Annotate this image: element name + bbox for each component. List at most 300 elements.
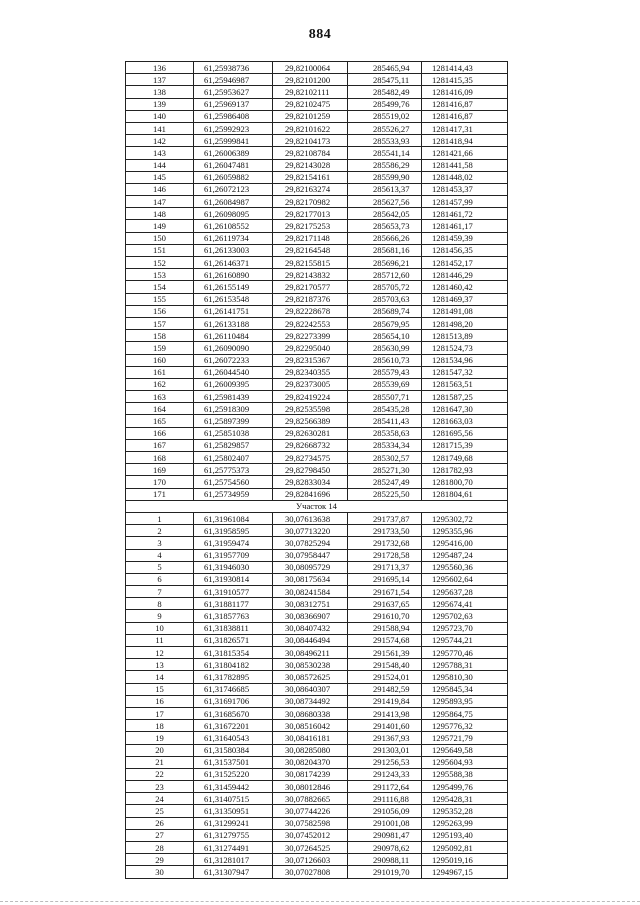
y-coordinate-cell: 1281441,58 xyxy=(422,159,508,171)
point-number-cell: 161 xyxy=(126,366,194,378)
x-coordinate-cell: 285630,99 xyxy=(348,342,422,354)
longitude-cell: 29,82841696 xyxy=(273,488,348,500)
longitude-cell: 30,07027808 xyxy=(273,866,348,878)
point-number-cell: 9 xyxy=(126,610,194,622)
table-row xyxy=(126,817,508,829)
table-row xyxy=(126,500,508,512)
point-number-cell: 151 xyxy=(126,244,194,256)
y-coordinate-cell: 1295604,93 xyxy=(422,756,508,768)
x-coordinate-cell: 285271,30 xyxy=(348,464,422,476)
x-coordinate-cell: 285507,71 xyxy=(348,391,422,403)
x-coordinate-cell: 285653,73 xyxy=(348,220,422,232)
x-coordinate-cell: 285411,43 xyxy=(348,415,422,427)
point-number-cell: 20 xyxy=(126,744,194,756)
y-coordinate-cell: 1281782,93 xyxy=(422,464,508,476)
x-coordinate-cell: 285610,73 xyxy=(348,354,422,366)
y-coordinate-cell: 1281457,99 xyxy=(422,196,508,208)
table-row xyxy=(126,525,508,537)
y-coordinate-cell: 1281460,42 xyxy=(422,281,508,293)
longitude-cell: 29,82315367 xyxy=(273,354,348,366)
point-number-cell: 21 xyxy=(126,756,194,768)
table-row xyxy=(126,196,508,208)
point-number-cell: 156 xyxy=(126,305,194,317)
point-number-cell: 140 xyxy=(126,110,194,122)
latitude-cell: 61,31857763 xyxy=(194,610,273,622)
latitude-cell: 61,31350951 xyxy=(194,805,273,817)
longitude-cell: 30,08012846 xyxy=(273,781,348,793)
x-coordinate-cell: 291172,64 xyxy=(348,781,422,793)
x-coordinate-cell: 285599,90 xyxy=(348,171,422,183)
longitude-cell: 30,07958447 xyxy=(273,549,348,561)
x-coordinate-cell: 285526,27 xyxy=(348,122,422,134)
table-row xyxy=(126,403,508,415)
x-coordinate-cell: 291419,84 xyxy=(348,695,422,707)
longitude-cell: 30,08680338 xyxy=(273,707,348,719)
y-coordinate-cell: 1281663,03 xyxy=(422,415,508,427)
longitude-cell: 29,82566389 xyxy=(273,415,348,427)
point-number-cell: 170 xyxy=(126,476,194,488)
latitude-cell: 61,31930814 xyxy=(194,573,273,585)
point-number-cell: 11 xyxy=(126,634,194,646)
table-row xyxy=(126,488,508,500)
latitude-cell: 61,31299241 xyxy=(194,817,273,829)
latitude-cell: 61,31961084 xyxy=(194,512,273,524)
y-coordinate-cell: 1295352,28 xyxy=(422,805,508,817)
point-number-cell: 8 xyxy=(126,598,194,610)
y-coordinate-cell: 1281461,17 xyxy=(422,220,508,232)
point-number-cell: 5 xyxy=(126,561,194,573)
table-row xyxy=(126,647,508,659)
x-coordinate-cell: 285642,05 xyxy=(348,208,422,220)
latitude-cell: 61,31838811 xyxy=(194,622,273,634)
y-coordinate-cell: 1281491,08 xyxy=(422,305,508,317)
latitude-cell: 61,31959474 xyxy=(194,537,273,549)
point-number-cell: 147 xyxy=(126,196,194,208)
y-coordinate-cell: 1281749,68 xyxy=(422,452,508,464)
table-row xyxy=(126,391,508,403)
table-row xyxy=(126,561,508,573)
point-number-cell: 10 xyxy=(126,622,194,634)
latitude-cell: 61,26090090 xyxy=(194,342,273,354)
longitude-cell: 29,82177013 xyxy=(273,208,348,220)
y-coordinate-cell: 1295092,81 xyxy=(422,842,508,854)
y-coordinate-cell: 1281415,35 xyxy=(422,74,508,86)
x-coordinate-cell: 285302,57 xyxy=(348,452,422,464)
table-row xyxy=(126,634,508,646)
y-coordinate-cell: 1295674,41 xyxy=(422,598,508,610)
latitude-cell: 61,25953627 xyxy=(194,86,273,98)
y-coordinate-cell: 1281456,35 xyxy=(422,244,508,256)
table-row xyxy=(126,829,508,841)
y-coordinate-cell: 1281416,87 xyxy=(422,110,508,122)
table-row xyxy=(126,768,508,780)
x-coordinate-cell: 291019,70 xyxy=(348,866,422,878)
point-number-cell: 164 xyxy=(126,403,194,415)
point-number-cell: 138 xyxy=(126,86,194,98)
x-coordinate-cell: 291671,54 xyxy=(348,586,422,598)
table-row xyxy=(126,683,508,695)
latitude-cell: 61,31407515 xyxy=(194,793,273,805)
latitude-cell: 61,25754560 xyxy=(194,476,273,488)
point-number-cell: 157 xyxy=(126,317,194,329)
x-coordinate-cell: 285666,26 xyxy=(348,232,422,244)
point-number-cell: 141 xyxy=(126,122,194,134)
latitude-cell: 61,25829857 xyxy=(194,439,273,451)
point-number-cell: 13 xyxy=(126,659,194,671)
longitude-cell: 29,82798450 xyxy=(273,464,348,476)
latitude-cell: 61,26006389 xyxy=(194,147,273,159)
point-number-cell: 144 xyxy=(126,159,194,171)
table-row xyxy=(126,671,508,683)
y-coordinate-cell: 1281800,70 xyxy=(422,476,508,488)
latitude-cell: 61,26009395 xyxy=(194,378,273,390)
longitude-cell: 29,82154161 xyxy=(273,171,348,183)
y-coordinate-cell: 1295602,64 xyxy=(422,573,508,585)
x-coordinate-cell: 285541,14 xyxy=(348,147,422,159)
table-row xyxy=(126,330,508,342)
x-coordinate-cell: 291413,98 xyxy=(348,707,422,719)
point-number-cell: 136 xyxy=(126,62,194,74)
latitude-cell: 61,31746685 xyxy=(194,683,273,695)
point-number-cell: 25 xyxy=(126,805,194,817)
table-row xyxy=(126,232,508,244)
point-number-cell: 23 xyxy=(126,781,194,793)
table-row xyxy=(126,744,508,756)
y-coordinate-cell: 1295723,70 xyxy=(422,622,508,634)
latitude-cell: 61,25981439 xyxy=(194,391,273,403)
latitude-cell: 61,26153548 xyxy=(194,293,273,305)
y-coordinate-cell: 1281715,39 xyxy=(422,439,508,451)
latitude-cell: 61,31881177 xyxy=(194,598,273,610)
point-number-cell: 153 xyxy=(126,269,194,281)
point-number-cell: 171 xyxy=(126,488,194,500)
latitude-cell: 61,26108552 xyxy=(194,220,273,232)
y-coordinate-cell: 1281469,37 xyxy=(422,293,508,305)
y-coordinate-cell: 1295893,95 xyxy=(422,695,508,707)
table-row xyxy=(126,512,508,524)
x-coordinate-cell: 285499,76 xyxy=(348,98,422,110)
x-coordinate-cell: 285703,63 xyxy=(348,293,422,305)
y-coordinate-cell: 1295588,38 xyxy=(422,768,508,780)
longitude-cell: 30,08516042 xyxy=(273,720,348,732)
latitude-cell: 61,26146371 xyxy=(194,257,273,269)
x-coordinate-cell: 291733,50 xyxy=(348,525,422,537)
table-row xyxy=(126,171,508,183)
x-coordinate-cell: 285334,34 xyxy=(348,439,422,451)
table-row xyxy=(126,732,508,744)
x-coordinate-cell: 291732,68 xyxy=(348,537,422,549)
longitude-cell: 30,08175634 xyxy=(273,573,348,585)
x-coordinate-cell: 291001,08 xyxy=(348,817,422,829)
latitude-cell: 61,25986408 xyxy=(194,110,273,122)
latitude-cell: 61,31958595 xyxy=(194,525,273,537)
point-number-cell: 165 xyxy=(126,415,194,427)
latitude-cell: 61,26072233 xyxy=(194,354,273,366)
x-coordinate-cell: 290978,62 xyxy=(348,842,422,854)
table-row xyxy=(126,220,508,232)
latitude-cell: 61,26119734 xyxy=(194,232,273,244)
longitude-cell: 29,82535598 xyxy=(273,403,348,415)
x-coordinate-cell: 285681,16 xyxy=(348,244,422,256)
longitude-cell: 30,08366907 xyxy=(273,610,348,622)
table-row xyxy=(126,86,508,98)
latitude-cell: 61,31537501 xyxy=(194,756,273,768)
table-row xyxy=(126,147,508,159)
longitude-cell: 30,07744226 xyxy=(273,805,348,817)
table-row xyxy=(126,842,508,854)
point-number-cell: 155 xyxy=(126,293,194,305)
table-row xyxy=(126,122,508,134)
longitude-cell: 29,82295040 xyxy=(273,342,348,354)
latitude-cell: 61,26098095 xyxy=(194,208,273,220)
point-number-cell: 160 xyxy=(126,354,194,366)
point-number-cell: 148 xyxy=(126,208,194,220)
table-row xyxy=(126,452,508,464)
table-row xyxy=(126,476,508,488)
x-coordinate-cell: 291303,01 xyxy=(348,744,422,756)
longitude-cell: 29,82170982 xyxy=(273,196,348,208)
longitude-cell: 29,82175253 xyxy=(273,220,348,232)
section-label: Участок 14 xyxy=(126,500,508,512)
point-number-cell: 7 xyxy=(126,586,194,598)
longitude-cell: 29,82101200 xyxy=(273,74,348,86)
longitude-cell: 29,82155815 xyxy=(273,257,348,269)
x-coordinate-cell: 290981,47 xyxy=(348,829,422,841)
longitude-cell: 29,82170577 xyxy=(273,281,348,293)
table-body-section-14 xyxy=(126,512,508,878)
y-coordinate-cell: 1281446,29 xyxy=(422,269,508,281)
point-number-cell: 29 xyxy=(126,854,194,866)
y-coordinate-cell: 1281453,37 xyxy=(422,183,508,195)
table-row xyxy=(126,464,508,476)
scan-edge-line xyxy=(0,901,640,902)
longitude-cell: 29,82163274 xyxy=(273,183,348,195)
table-row xyxy=(126,756,508,768)
x-coordinate-cell: 291561,39 xyxy=(348,647,422,659)
point-number-cell: 159 xyxy=(126,342,194,354)
latitude-cell: 61,26044540 xyxy=(194,366,273,378)
longitude-cell: 30,08095729 xyxy=(273,561,348,573)
x-coordinate-cell: 285627,56 xyxy=(348,196,422,208)
x-coordinate-cell: 285358,63 xyxy=(348,427,422,439)
point-number-cell: 18 xyxy=(126,720,194,732)
point-number-cell: 162 xyxy=(126,378,194,390)
table-row xyxy=(126,208,508,220)
latitude-cell: 61,26133003 xyxy=(194,244,273,256)
longitude-cell: 29,82373005 xyxy=(273,378,348,390)
point-number-cell: 146 xyxy=(126,183,194,195)
latitude-cell: 61,25992923 xyxy=(194,122,273,134)
x-coordinate-cell: 291401,60 xyxy=(348,720,422,732)
point-number-cell: 142 xyxy=(126,135,194,147)
latitude-cell: 61,31815354 xyxy=(194,647,273,659)
x-coordinate-cell: 291548,40 xyxy=(348,659,422,671)
table-row xyxy=(126,257,508,269)
point-number-cell: 27 xyxy=(126,829,194,841)
longitude-cell: 30,07264525 xyxy=(273,842,348,854)
longitude-cell: 29,82143832 xyxy=(273,269,348,281)
y-coordinate-cell: 1295744,21 xyxy=(422,634,508,646)
longitude-cell: 30,07713220 xyxy=(273,525,348,537)
table-row xyxy=(126,598,508,610)
longitude-cell: 30,08174239 xyxy=(273,768,348,780)
longitude-cell: 29,82108784 xyxy=(273,147,348,159)
table-row xyxy=(126,74,508,86)
x-coordinate-cell: 291713,37 xyxy=(348,561,422,573)
y-coordinate-cell: 1295649,58 xyxy=(422,744,508,756)
table-row xyxy=(126,720,508,732)
point-number-cell: 143 xyxy=(126,147,194,159)
latitude-cell: 61,25938736 xyxy=(194,62,273,74)
table-row xyxy=(126,281,508,293)
y-coordinate-cell: 1281416,09 xyxy=(422,86,508,98)
latitude-cell: 61,25969137 xyxy=(194,98,273,110)
x-coordinate-cell: 290988,11 xyxy=(348,854,422,866)
y-coordinate-cell: 1281421,66 xyxy=(422,147,508,159)
table-row xyxy=(126,293,508,305)
y-coordinate-cell: 1295788,31 xyxy=(422,659,508,671)
point-number-cell: 166 xyxy=(126,427,194,439)
longitude-cell: 30,08407432 xyxy=(273,622,348,634)
table-row xyxy=(126,659,508,671)
x-coordinate-cell: 285705,72 xyxy=(348,281,422,293)
x-coordinate-cell: 291610,70 xyxy=(348,610,422,622)
longitude-cell: 30,08241584 xyxy=(273,586,348,598)
point-number-cell: 167 xyxy=(126,439,194,451)
table-row xyxy=(126,549,508,561)
table-row xyxy=(126,366,508,378)
x-coordinate-cell: 291695,14 xyxy=(348,573,422,585)
latitude-cell: 61,31274491 xyxy=(194,842,273,854)
longitude-cell: 30,08572625 xyxy=(273,671,348,683)
point-number-cell: 145 xyxy=(126,171,194,183)
x-coordinate-cell: 291243,33 xyxy=(348,768,422,780)
latitude-cell: 61,31279755 xyxy=(194,829,273,841)
table-row xyxy=(126,110,508,122)
longitude-cell: 29,82104173 xyxy=(273,135,348,147)
longitude-cell: 29,82102475 xyxy=(273,98,348,110)
table-row xyxy=(126,378,508,390)
point-number-cell: 30 xyxy=(126,866,194,878)
latitude-cell: 61,26084987 xyxy=(194,196,273,208)
longitude-cell: 29,82102111 xyxy=(273,86,348,98)
table-row xyxy=(126,98,508,110)
y-coordinate-cell: 1295019,16 xyxy=(422,854,508,866)
y-coordinate-cell: 1281547,32 xyxy=(422,366,508,378)
coordinates-table xyxy=(125,61,508,879)
y-coordinate-cell: 1295702,63 xyxy=(422,610,508,622)
point-number-cell: 154 xyxy=(126,281,194,293)
y-coordinate-cell: 1281461,72 xyxy=(422,208,508,220)
latitude-cell: 61,31580384 xyxy=(194,744,273,756)
longitude-cell: 30,07582598 xyxy=(273,817,348,829)
latitude-cell: 61,31685670 xyxy=(194,707,273,719)
latitude-cell: 61,26133188 xyxy=(194,317,273,329)
y-coordinate-cell: 1295864,75 xyxy=(422,707,508,719)
latitude-cell: 61,31459442 xyxy=(194,781,273,793)
x-coordinate-cell: 285225,50 xyxy=(348,488,422,500)
point-number-cell: 169 xyxy=(126,464,194,476)
longitude-cell: 30,08530238 xyxy=(273,659,348,671)
point-number-cell: 17 xyxy=(126,707,194,719)
y-coordinate-cell: 1295845,34 xyxy=(422,683,508,695)
y-coordinate-cell: 1295487,24 xyxy=(422,549,508,561)
latitude-cell: 61,31782895 xyxy=(194,671,273,683)
longitude-cell: 29,82668732 xyxy=(273,439,348,451)
table-row xyxy=(126,317,508,329)
y-coordinate-cell: 1281524,73 xyxy=(422,342,508,354)
latitude-cell: 61,26059882 xyxy=(194,171,273,183)
x-coordinate-cell: 285435,28 xyxy=(348,403,422,415)
y-coordinate-cell: 1281498,20 xyxy=(422,317,508,329)
x-coordinate-cell: 291737,87 xyxy=(348,512,422,524)
y-coordinate-cell: 1295355,96 xyxy=(422,525,508,537)
y-coordinate-cell: 1281647,30 xyxy=(422,403,508,415)
table-row xyxy=(126,439,508,451)
point-number-cell: 26 xyxy=(126,817,194,829)
longitude-cell: 30,08640307 xyxy=(273,683,348,695)
point-number-cell: 22 xyxy=(126,768,194,780)
x-coordinate-cell: 291256,53 xyxy=(348,756,422,768)
x-coordinate-cell: 291637,65 xyxy=(348,598,422,610)
longitude-cell: 30,08416181 xyxy=(273,732,348,744)
latitude-cell: 61,26110484 xyxy=(194,330,273,342)
latitude-cell: 61,25775373 xyxy=(194,464,273,476)
latitude-cell: 61,31691706 xyxy=(194,695,273,707)
y-coordinate-cell: 1281459,39 xyxy=(422,232,508,244)
latitude-cell: 61,31307947 xyxy=(194,866,273,878)
x-coordinate-cell: 285579,43 xyxy=(348,366,422,378)
x-coordinate-cell: 291056,09 xyxy=(348,805,422,817)
y-coordinate-cell: 1281534,96 xyxy=(422,354,508,366)
longitude-cell: 30,08446494 xyxy=(273,634,348,646)
y-coordinate-cell: 1295428,31 xyxy=(422,793,508,805)
table-row xyxy=(126,586,508,598)
latitude-cell: 61,25999841 xyxy=(194,135,273,147)
y-coordinate-cell: 1294967,15 xyxy=(422,866,508,878)
point-number-cell: 2 xyxy=(126,525,194,537)
table-row xyxy=(126,854,508,866)
latitude-cell: 61,25897399 xyxy=(194,415,273,427)
longitude-cell: 29,82419224 xyxy=(273,391,348,403)
table-row xyxy=(126,622,508,634)
x-coordinate-cell: 285654,10 xyxy=(348,330,422,342)
x-coordinate-cell: 285613,37 xyxy=(348,183,422,195)
y-coordinate-cell: 1295776,32 xyxy=(422,720,508,732)
longitude-cell: 30,07825294 xyxy=(273,537,348,549)
latitude-cell: 61,25851038 xyxy=(194,427,273,439)
longitude-cell: 29,82143028 xyxy=(273,159,348,171)
point-number-cell: 139 xyxy=(126,98,194,110)
point-number-cell: 150 xyxy=(126,232,194,244)
y-coordinate-cell: 1281418,94 xyxy=(422,135,508,147)
y-coordinate-cell: 1281587,25 xyxy=(422,391,508,403)
y-coordinate-cell: 1295810,30 xyxy=(422,671,508,683)
x-coordinate-cell: 291116,88 xyxy=(348,793,422,805)
x-coordinate-cell: 285519,02 xyxy=(348,110,422,122)
x-coordinate-cell: 291588,94 xyxy=(348,622,422,634)
latitude-cell: 61,31826571 xyxy=(194,634,273,646)
table-row xyxy=(126,354,508,366)
latitude-cell: 61,31640543 xyxy=(194,732,273,744)
longitude-cell: 29,82187376 xyxy=(273,293,348,305)
latitude-cell: 61,25802407 xyxy=(194,452,273,464)
latitude-cell: 61,26155149 xyxy=(194,281,273,293)
table-row xyxy=(126,793,508,805)
longitude-cell: 30,08312751 xyxy=(273,598,348,610)
latitude-cell: 61,26072123 xyxy=(194,183,273,195)
latitude-cell: 61,25734959 xyxy=(194,488,273,500)
